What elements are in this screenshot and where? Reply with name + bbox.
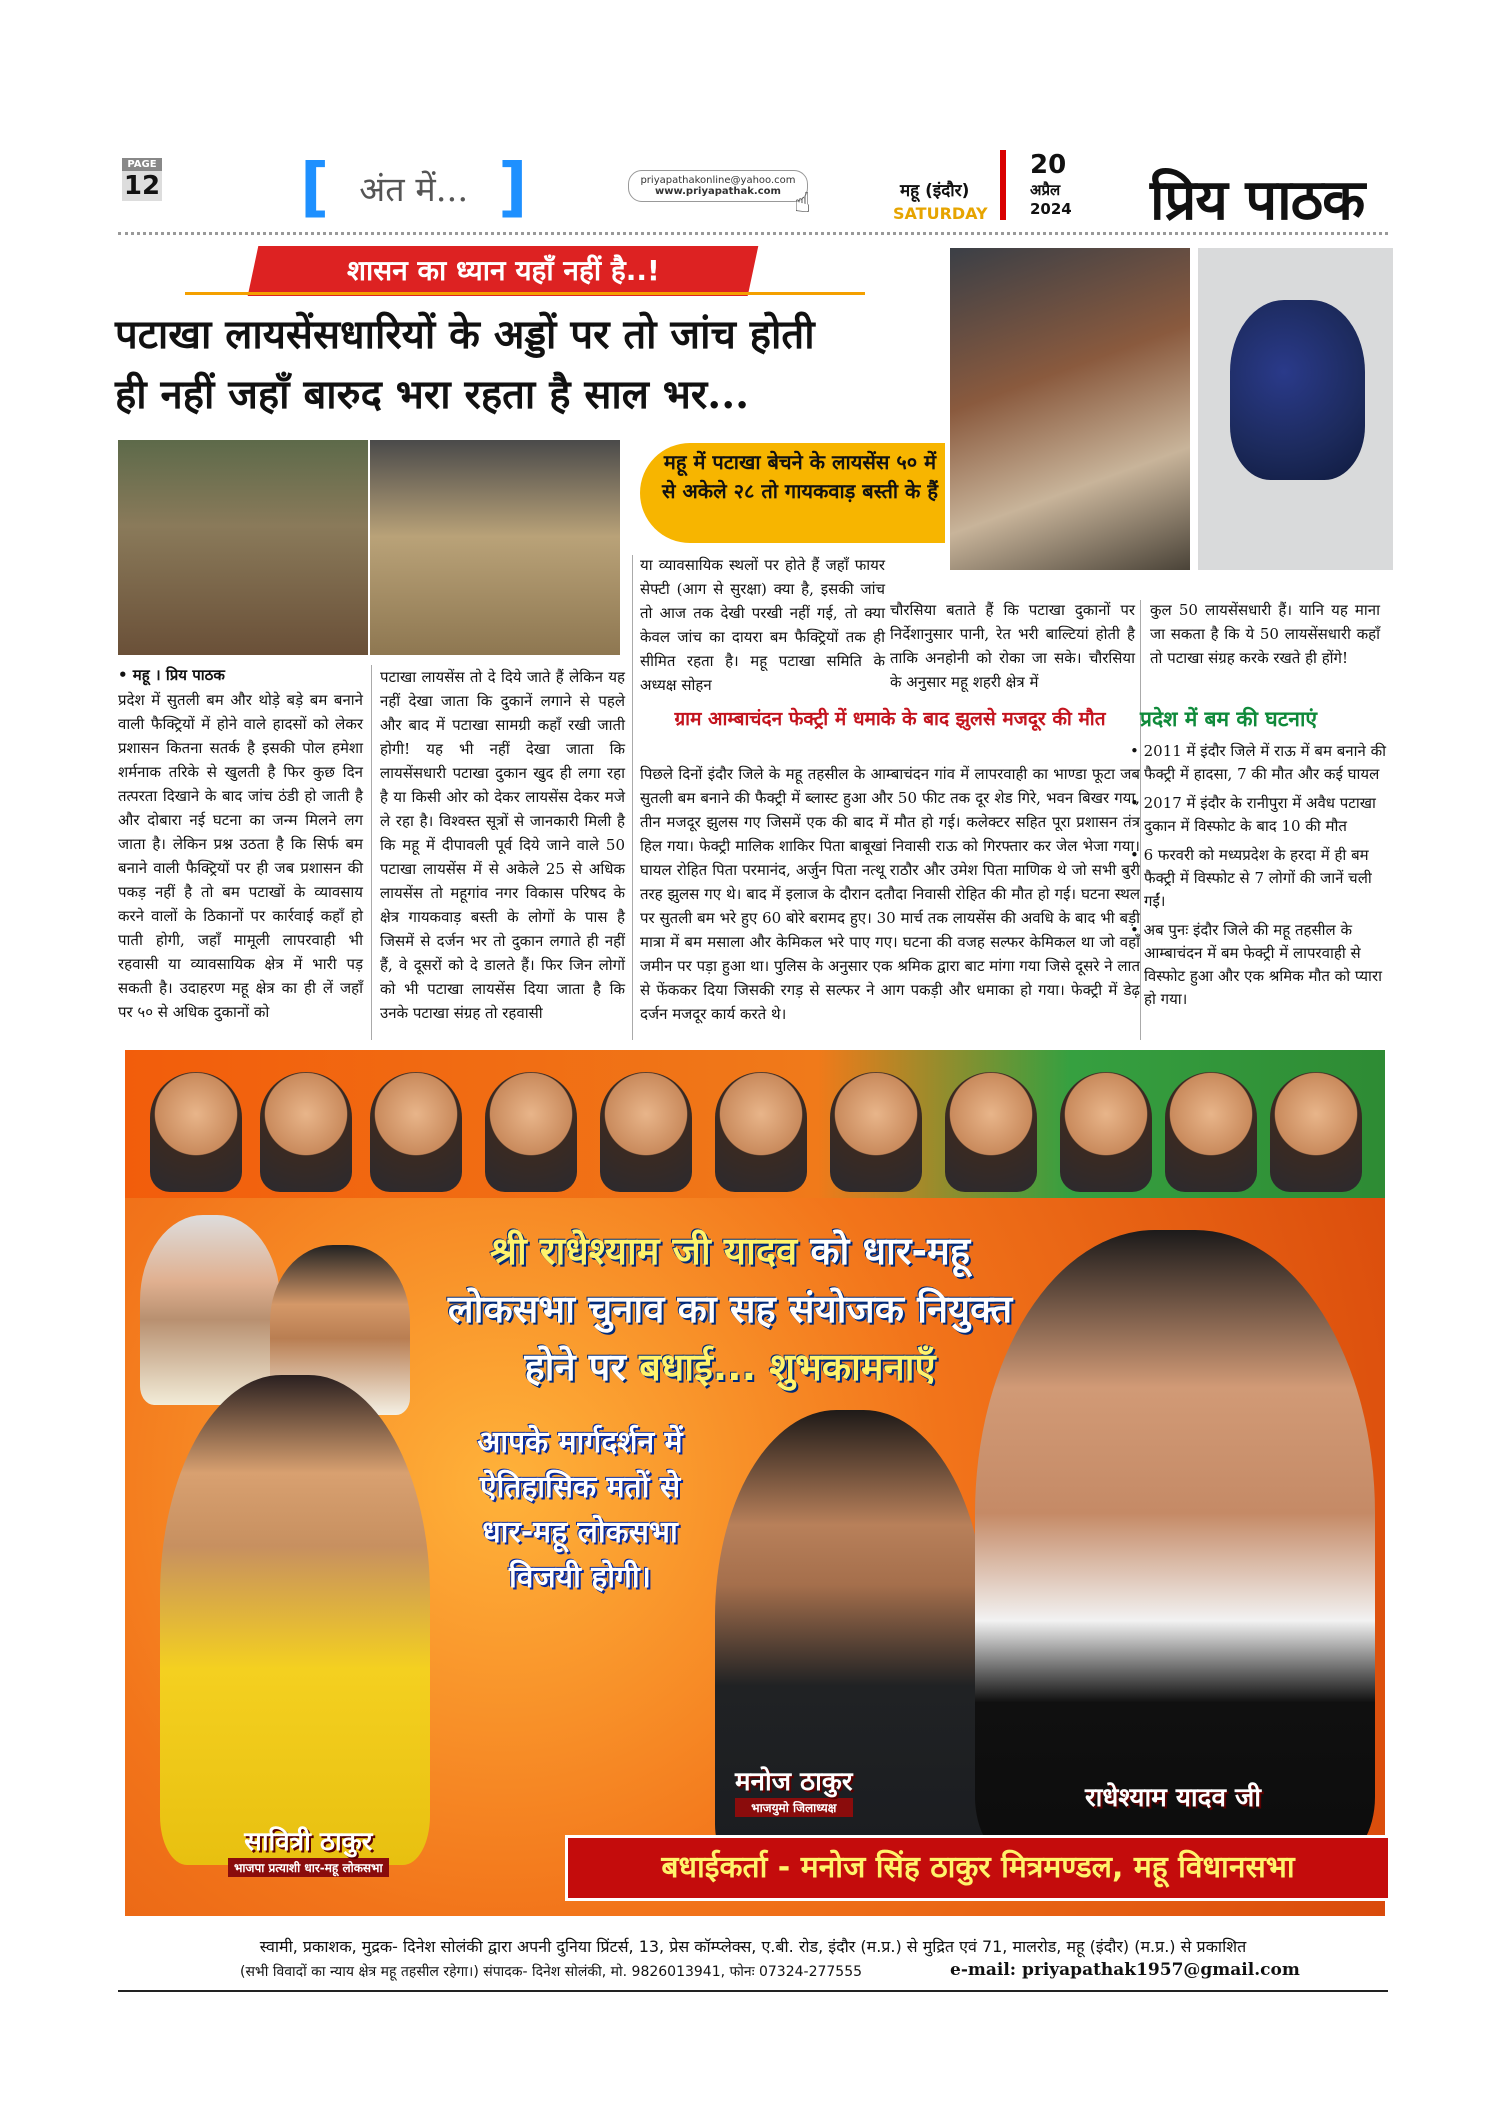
story-column-3: या व्यावसायिक स्थलों पर होते हैं जहाँ फायर सेफ्टी (आग से सुरक्षा) क्या है, इसकी जांच तो आज तक देखी परखी नहीं गई, तो क्या केवल जांच का दायरा बम फैक्ट्रियों तक ही सीमित रहता है। महू पटाखा समिति के अध्यक्ष सोहन [640,556,885,694]
story-kicker: शासन का ध्यान यहाँ नहीं है..! [248,246,759,296]
leader-portrait [830,1072,922,1192]
header-divider [1000,150,1006,220]
list-item: • 2017 में इंदौर के रानीपुरा में अवैध पटाखा दुकान में विस्फोट के बाद 10 की मौत [1130,794,1376,835]
story-column-2: पटाखा लायसेंस तो दे दिये जाते हैं लेकिन यह नहीं देखा जाता कि दुकानें लगाने से पहले और बाद में पटाखा सामग्री कहाँ रखी जाती होगी! यह भी नहीं देखा जाता कि लायसेंसधारी पटाखा दुकान खुद ही लगा रहा है या किसी ओर को देकर लायसेंस देकर मजे ले रहा है। विश्वस्त सूत्रों से जानकारी मिली है कि महू में दीपावली पूर्व दिये जाने वाले 50 पटाखा लायसेंस में से अकेले 25 से अधिक लायसेंस तो महूगांव नगर विकास परिषद के क्षेत्र गायकवाड़ बस्ती के लोगों के पास है जिसमें से दर्जन भर तो दुकान लगाते ही नहीं हैं, वे दूसरों को दे डालते हैं। फिर जिन लोगों को भी पटाखा लायसेंस दिया जाता है कि उनके पटाखा संग्रह तो रहवासी [380,668,625,1022]
callout-text: महू में पटाखा बेचने के लायसेंस ५० में से अकेले २८ तो गायकवाड़ बस्ती के हैं [661,450,938,503]
leader-portrait [260,1072,352,1192]
leader-portrait [600,1072,692,1192]
sidebar-heading: प्रदेश में बम की घटनाएं [1140,707,1317,731]
date-month: अप्रैल [1030,181,1061,199]
list-item: • 2011 में इंदौर जिले में राऊ में बम बनाने की फैक्ट्री में हादसा, 7 की मौत और कई घायल [1130,742,1386,783]
honoree-name: राधेश्याम यादव जी [1085,1783,1261,1813]
candidate-caption [228,1822,389,1877]
footer-rule [118,1990,1388,1992]
imprint-line: स्वामी, प्रकाशक, मुद्रक- दिनेश सोलंकी द्वारा अपनी दुनिया प्रिंटर्स, 13, प्रेस कॉम्प्लेक्स, ए.बी. रोड, इंदौर (म.प्र.) से मुद्रित एवं 71, मालरोड, महू (इंदौर) (म.प्र.) से प्रकाशित [259,1937,1247,1956]
story-column-6: पिछले दिनों इंदौर जिले के महू तहसील के आम्बाचंदन गांव में लापरवाही का भाण्डा फूटा जब सुतली बम बनाने की फैक्ट्री में ब्लास्ट हुआ और 50 फीट तक दूर शेड गिरे, भवन बिखर गया, तीन मजदूर झुलस गए जिसमें एक की बाद में मौत हो गई। कलेक्टर सहित पूरा प्रशासन तंत्र हिल गया। फेक्ट्री मालिक शाकिर पिता बाबूखां निवासी राऊ को गिरफ्तार कर जेल भेजा गया। घायल रोहित पिता परमानंद, अर्जुन पिता नत्थू राठौर और उमेश पिता माणिक थे जो सभी बुरी तरह झुलस गए थे। बाद में इलाज के दौरान दतौदा निवासी रोहित की मौत हो गई। घटना स्थल पर सुतली बम भरे हुए 60 बोरे बरामद हुए। 30 मार्च तक लायसेंस की अवधि के बाद भी बड़ी मात्रा में बम मसाला और केमिकल भरे पाए गए। घटना की वजह सल्फर केमिकल था जो वहाँ जमीन पर पड़ा हुआ था। पुलिस के अनुसार एक श्रमिक द्वारा बाट मांगा गया जिसे दूसरे ने लात से फेंककर दिया जिसकी रगड़ से सल्फर ने आग पकड़ी और धमाका हो गया। फेक्ट्री में डेढ़ दर्जन मजदूर कार्य करते थे। [640,765,1140,1023]
candidate-role: भाजपा प्रत्याशी धार-महू लोकसभा [228,1858,389,1877]
ad-sponsor-banner: बधाईकर्ता - मनोज सिंह ठाकुर मित्रमण्डल, महू विधानसभा [565,1835,1391,1901]
ad-title: श्री राधेश्याम जी यादव को धार-महू लोकसभा चुनाव का सह संयोजक नियुक्त होने पर बधाई... शुभकामनाएँ [447,1229,1013,1389]
youth-leader-name: मनोज ठाकुर [735,1767,853,1797]
leader-portrait [1270,1072,1362,1192]
contact-email[interactable]: priyapathakonline@yahoo.com [640,175,796,186]
bomb-balls-image [1230,300,1365,480]
photo-inspection-officers [118,440,368,655]
list-item: • 6 फरवरी को मध्यप्रदेश के हरदा में ही बम फैक्ट्री में विस्फोट से 7 लोगों की जानें चली गईं। [1130,846,1372,910]
story-column-5: कुल 50 लायसेंसधारी हैं। यानि यह माना जा सकता है कि ये 50 लायसेंसधारी कहाँ तो पटाखा संग्रह करके रखते ही होंगे! [1150,601,1380,667]
page-label: PAGE [122,158,162,171]
story-column-4: चौरसिया बताते हैं कि पटाखा दुकानों पर निर्देशानुसार पानी, रेत भरी बाल्टियां होती है ताकि अनहोनी को रोका जा सके। चौरसिया के अनुसार महू शहरी क्षेत्र में [890,601,1135,691]
leader-portrait [1060,1072,1152,1192]
ad-leaders-strip [125,1050,1385,1198]
leader-portrait [370,1072,462,1192]
footer-email[interactable]: e-mail: priyapathak1957@gmail.com [950,1960,1300,1980]
leader-portrait [150,1072,242,1192]
sidebar-list [1130,740,1395,1017]
youth-leader-caption [735,1762,853,1817]
leader-portrait [485,1072,577,1192]
ad-message: आपके मार्गदर्शन में ऐतिहासिक मतों से धार-महू लोकसभा विजयी होगी। [477,1425,683,1595]
photo-warehouse-sacks [370,440,620,655]
newspaper-masthead: प्रिय पाठक [1150,167,1365,233]
youth-leader-role: भाजयुमो जिलाध्यक्ष [735,1798,853,1817]
leader-portrait [140,1215,280,1405]
date-year: 2024 [1030,200,1072,218]
dateline-day: SATURDAY [893,204,988,223]
contact-website[interactable]: www.priyapathak.com [655,186,781,197]
issue-date [1030,150,1072,218]
editor-line: (सभी विवादों का न्याय क्षेत्र महू तहसील रहेगा।) संपादक- दिनेश सोलंकी, मो. 9826013941, फोनः 07324-277555 [240,1964,863,1980]
kicker-underline [185,292,865,295]
story-headline: पटाखा लायसेंसधारियों के अड्डों पर तो जांच होती ही नहीं जहाँ बारुद भरा रहता है साल भर... [115,311,815,418]
candidate-name: सावित्री ठाकुर [244,1827,373,1857]
section-title-text: अंत में... [359,170,469,210]
page-number: 12 [123,171,161,201]
date-day: 20 [1030,150,1067,180]
dateline-place: महू (इंदौर) [900,181,970,201]
column-divider [371,665,372,1040]
honoree-portrait [975,1230,1375,1860]
leader-portrait [1165,1072,1257,1192]
story-column-1: प्रदेश में सुतली बम और थोड़े बड़े बम बनाने वाली फैक्ट्रियों में होने वाले हादसों को लेकर प्रशासन कितना सतर्क है इसकी पोल हमेशा शर्मनाक तरिके से खुलती है फिर कुछ दिन तत्परता दिखाने के बाद जांच ठंडी हो जाती है और दोबारा नई घटना का जन्म मिलने लग जाता है। लेकिन प्रश्न उठता है कि सिर्फ बम बनाने वाली फैक्ट्रियों पर ही जब प्रशासन की पकड़ नहीं है तो बम पटाखों के व्यावसाय करने वालों के ठिकानों पर कार्रवाई कहाँ हो पाती होगी, जहाँ मामूली लापरवाही भी रहवासी या व्यावसायिक क्षेत्र में भारी पड़ सकती है। उदाहरण महू क्षेत्र का ही लें जहाँ पर ५० से अधिक दुकानों को [118,691,363,1021]
page-number-tag [122,158,162,201]
column-divider [632,555,633,1040]
story-subhead: ग्राम आम्बाचंदन फेक्ट्री में धमाके के बाद झुलसे मजदूर की मौत [674,708,1106,730]
photo-injured-worker [950,248,1190,570]
byline: • महू । प्रिय पाठक [118,666,225,684]
header-rule [118,232,1388,235]
pointer-hand-icon: ☝ [794,186,812,219]
leader-portrait [945,1072,1037,1192]
list-item: • अब पुनः इंदौर जिले की महू तहसील के आम्बाचंदन में बम फेक्ट्री में लापरवाही से विस्फोट हुआ और एक श्रमिक मौत को प्यारा हो गया। [1130,921,1382,1008]
leader-portrait [715,1072,807,1192]
contact-box [628,170,808,202]
candidate-portrait [160,1375,430,1865]
section-title: [ अंत में... ] [300,151,528,225]
